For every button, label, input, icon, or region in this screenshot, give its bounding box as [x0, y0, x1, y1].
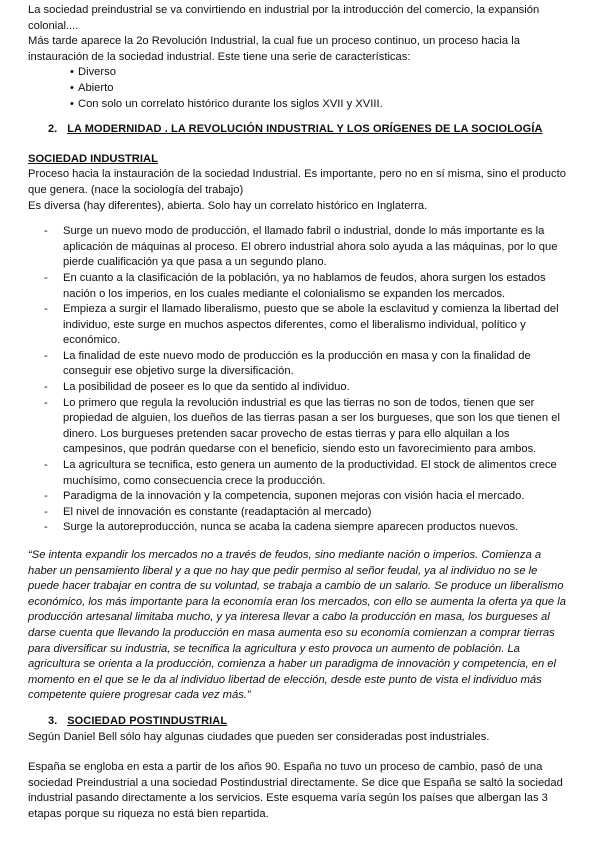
- section-heading-2: [28, 122, 572, 138]
- section3-paragraph-1: Según Daniel Bell sólo hay algunas ciudades que pueden ser consideradas post industriales.: [28, 730, 490, 743]
- section-number: 2.: [48, 123, 58, 136]
- list-item: - La finalidad de este nuevo modo de producción es la producción en masa y con la finalidad de conseguir ese objetivo surge la diversificación.: [28, 349, 566, 380]
- section-title: SOCIEDAD POSTINDUSTRIAL: [67, 714, 228, 727]
- section2-paragraph-2: Es diversa (hay diferentes), abierta. Solo hay un correlato histórico en Inglaterra.: [28, 199, 428, 212]
- list-item: • Abierto: [70, 81, 572, 97]
- list-item: • Diverso: [70, 65, 572, 81]
- list-item: - Surge la autoreproducción, nunca se acaba la cadena siempre aparecen productos nuevos.: [28, 520, 566, 536]
- list-item: - La agricultura se tecnifica, esto genera un aumento de la productividad. El stock de alimentos crece muchísimo, como consecuencia crece la producción.: [28, 458, 566, 489]
- list-item: - Lo primero que regula la revolución industrial es que las tierras no son de todos, tienen que ser propiedad de alguien, los dueños de las tierras pasan a ser los burgueses, que son los que tienen el dinero. Los burgueses pretenden sacar provecho de estas tierras y para ello alquilan a los campesinos, que podrán quedarse con el beneficio, siendo esto un favorecimiento para ambos.: [28, 396, 566, 458]
- list-item: - Empieza a surgir el llamado liberalismo, puesto que se abole la esclavitud y comienza la libertad del individuo, este surge en muchos aspectos diferentes, como el liberalismo individual, político y económico.: [28, 302, 566, 349]
- list-item: - Surge un nuevo modo de producción, el llamado fabril o industrial, donde lo más importante es la aplicación de máquinas al proceso. El obrero industrial ahora solo ayuda a las máquinas, por lo que pierde cualificación ya que pasa a un segundo plano.: [28, 224, 566, 271]
- intro-paragraph-1: La sociedad preindustrial se va convirtiendo en industrial por la introducción del comercio, la expansión colonial....: [28, 4, 540, 32]
- section2-paragraph-1: Proceso hacia la instauración de la sociedad Industrial. Es importante, pero no en sí misma, sino el producto que genera. (nace la sociología del trabajo): [28, 168, 566, 196]
- list-item: - Paradigma de la innovación y la competencia, suponen mejoras con visión hacia el mercado.: [28, 489, 566, 505]
- list-item: • Con solo un correlato histórico durante los siglos XVII y XVIII.: [70, 97, 572, 113]
- subheading-industrial-society: SOCIEDAD INDUSTRIAL: [28, 152, 158, 165]
- quote-paragraph: “Se intenta expandir los mercados no a través de feudos, sino mediante nación o imperios. Comienza a haber un pensamiento liberal y a que no hay que pedir permiso al señor feudal, ya al individuo no se le puede hacer trabajar en contra de su voluntad, se trabaja a cambio de un salario. Se produce un liberalismo económico, los más importante para la economía eran los mercados, con ello se aumenta la oferta ya que la producción artesanal limitaba mucho, y ya interesa llevar a cabo la producción en masa, los burgueses al darse cuenta que llevando la producción en masa aumenta eso su economía comienzan a comprar tierras para diversificar su industria, se tecnifica la agricultura y esto provoca un aumento de población. La agricultura se orienta a la producción, comienza a haber un paradigma de innovación y competencia, en el momento en el que se le da al individuo libertad de elección, desde este punto de vista el individuo más competente quiere progresar cada vez más.”: [28, 549, 566, 702]
- paragraph-spacer: [28, 745, 572, 760]
- list-item: - La posibilidad de poseer es lo que da sentido al individuo.: [28, 380, 566, 396]
- features-list: [28, 224, 572, 536]
- list-item: - El nivel de innovación es constante (readaptación al mercado): [28, 505, 566, 521]
- characteristics-list: [28, 65, 572, 112]
- section-heading-3: [28, 714, 572, 730]
- section3-paragraph-2: España se engloba en esta a partir de los años 90. España no tuvo un proceso de cambio, pasó de una sociedad Preindustrial a una sociedad Postindustrial directamente. Se dice que España se saltó la sociedad industrial pasando directamente a los servicios. Este esquema varía según los países que albergan las 3 etapas porque su riqueza no está bien repartida.: [28, 761, 563, 820]
- intro-paragraph-2: Más tarde aparece la 2o Revolución Industrial, la cual fue un proceso continuo, un proceso hacia la instauración de la sociedad industrial. Este tiene una serie de características:: [28, 35, 520, 63]
- section-title: LA MODERNIDAD . LA REVOLUCIÓN INDUSTRIAL Y LOS ORÍGENES DE LA SOCIOLOGÍA: [67, 123, 543, 136]
- section-number: 3.: [48, 714, 58, 727]
- list-item: - En cuanto a la clasificación de la población, ya no hablamos de feudos, ahora surgen los estados nación o los imperios, en los cuales mediante el colonialismo se expanden los mercados.: [28, 271, 566, 302]
